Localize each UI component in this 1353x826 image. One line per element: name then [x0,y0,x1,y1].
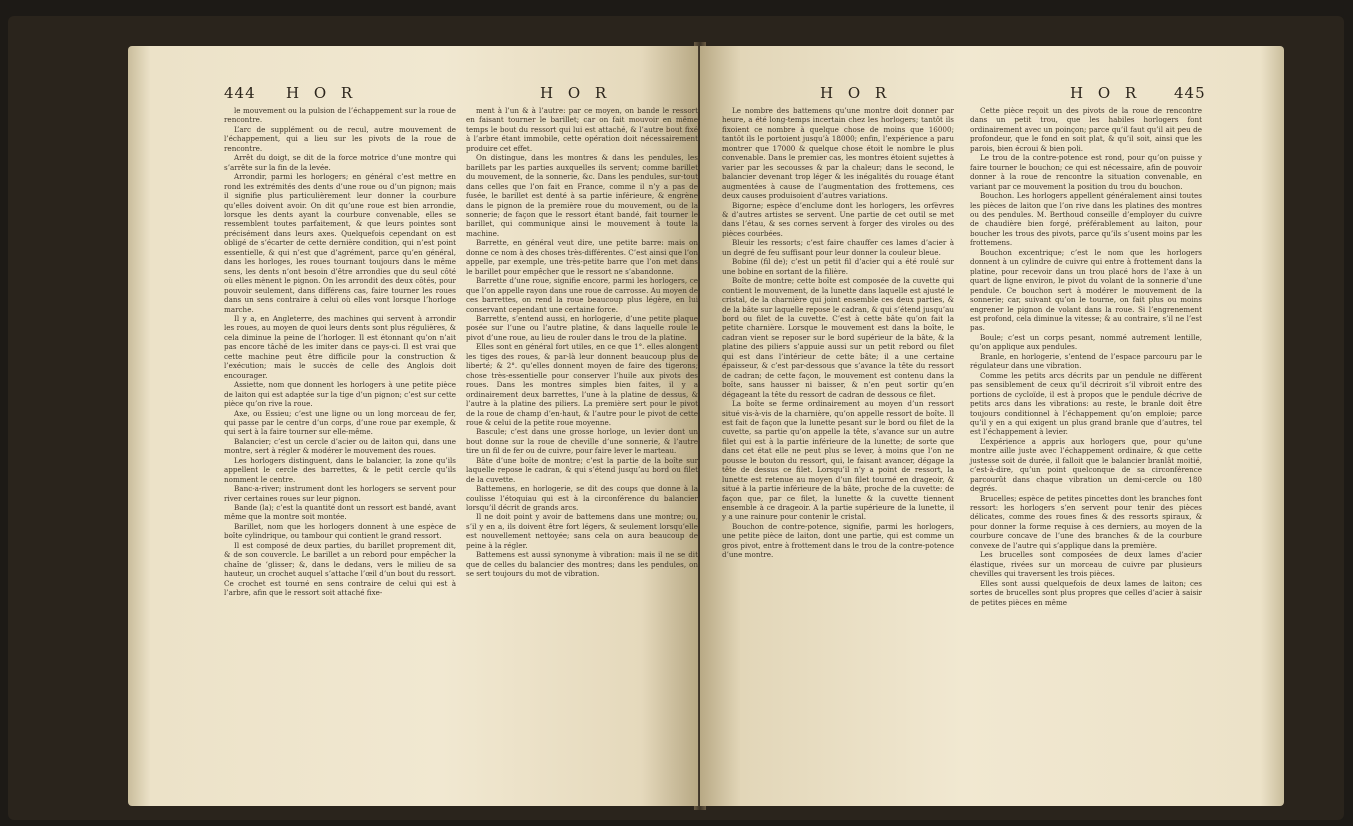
paragraph: Barrette d’une roue, signifie encore, parmi les horlogers, ce que l’on appelle rayon dans une roue de carrosse. Au moyen de ces barrettes, on rend la roue beaucoup plus légère, en lui conservant cependant une certaine force. [466,276,698,314]
paragraph: L’expérience a appris aux horlogers que, pour qu’une montre aille juste avec l’échappement ordinaire, & que cette justesse soit de durée, il falloit que le balancier branlât moitié, c’est-à-dire, qu’un point quelconque de sa circonférence parcourût dans chaque vibration un demi-cercle ou 180 degrés. [970,436,1202,494]
paragraph: ment à l’un & à l’autre: par ce moyen, on bande le ressort en faisant tourner le barillet; car on fait mouvoir en même temps le bout du ressort qui lui est attaché, & l’autre bout fixé à l’arbre étant immobile, cette opération doit nécessairement produire cet effet. [466,106,698,153]
paragraph: Boîte de montre; cette boîte est composée de la cuvette qui contient le mouvement, de la lunette dans laquelle est ajusté le cristal, de la charnière qui joint ensemble ces deux parties, & de la bâte sur laquelle repose le cadran, & qui s’étend jusqu’au bord ou filet de la cuvette. C’est à cette bâte qu’on fait la petite charnière. Lorsque le mouvement est dans la boîte, le cadran vient se reposer sur le bord supérieur de la bâte, & la platine des piliers s’appuie aussi sur un petit rebord ou filet qui est dans l’intérieur de cette bâte; il a une certaine épaisseur, & c’est par-dessous que s’avance la tête du ressort de cadran; de cette façon, le mouvement est contenu dans la boîte, sans hausser ni baisser, & n’en peut sortir qu’en dégageant la tête du ressort de cadran de dessous ce filet. [722,276,954,399]
paragraph: Le nombre des battemens qu’une montre doit donner par heure, a été long-temps incertain chez les horlogers; tantôt ils fixoient ce nombre à quelque chose de moins que 16000; tantôt ils le portoient jusqu’à 18000; enfin, l’expérience a paru montrer que 17000 & quelque chose étoit le nombre le plus convenable. Dans le premier cas, les montres étoient sujettes à varier par les secousses & par la chaleur; dans le second, le balancier devenant trop léger & les inégalités du rouage étant augmentées à cause de l’augmentation des frottemens, ces deux causes produisoient d’autres variations. [722,106,954,201]
left-page-column-1 [224,106,456,598]
paragraph: Assiette, nom que donnent les horlogers à une petite pièce de laiton qui est adaptée sur la tige d’un pignon; c’est sur cette pièce qu’on rive la roue. [224,380,456,409]
paragraph: Bascule; c’est dans une grosse horloge, un levier dont un bout donne sur la roue de cheville d’une sonnerie, & l’autre tire un fil de fer ou de cuivre, pour faire lever le marteau. [466,427,698,456]
paragraph: Il y a, en Angleterre, des machines qui servent à arrondir les roues, au moyen de quoi leurs dents sont plus régulières, & cela diminue la peine de l’horloger. Il est étonnant qu’on n’ait pas encore tâché de les imiter dans ce pays-ci. Il est vrai que cette machine peut être difficile pour la construction & l’exécution; mais le succès de celle des Anglois doit encourager. [224,313,456,380]
paragraph: Les brucelles sont composées de deux lames d’acier élastique, rivées sur un morceau de cuivre par plusieurs chevilles qui traversent les trois pièces. [970,550,1202,579]
left-running-head-2: H O R [540,84,612,102]
paragraph: Bouchon de contre-potence, signifie, parmi les horlogers, une petite pièce de laiton, dont une partie, qui est comme un gros pivot, entre à frottement dans le trou de la contre-potence d’une montre. [722,521,954,560]
paragraph: Cette pièce reçoit un des pivots de la roue de rencontre dans un petit trou, que les habiles horlogers font ordinairement avec un poinçon; parce qu’il faut qu’il ait peu de profondeur, que le fond en soit plat, & qu’il soit, ainsi que les parois, bien écroui & bien poli. [970,106,1202,153]
paragraph: Barrette, s’entend aussi, en horlogerie, d’une petite plaque posée sur l’une ou l’autre platine, & dans laquelle roule le pivot d’une roue, au lieu de rouler dans le trou de la platine. [466,313,698,342]
right-running-head-2: H O R [1070,84,1142,102]
paragraph: Arrêt du doigt, se dit de la force motrice d’une montre qui s’arrête sur la fin de la levée. [224,153,456,172]
paragraph: Brucelles; espèce de petites pincettes dont les branches font ressort: les horlogers s’en servent pour tenir des pièces délicates, comme des roues fines & des ressorts spiraux, & pour donner la forme requise à ces derniers, au moyen de la courbure concave de l’une des branches & de la courbure convexe de l’autre qui s’applique dans la première. [970,493,1202,550]
paragraph: Elles sont aussi quelquefois de deux lames de laiton; ces sortes de brucelles sont plus propres que celles d’acier à saisir de petites pièces en même [970,578,1202,607]
paragraph: Les horlogers distinguent, dans le balancier, la zone qu’ils appellent le cercle des barrettes, & le petit cercle qu’ils nomment le centre. [224,455,456,484]
paragraph: Bouchon. Les horlogers appellent généralement ainsi toutes les pièces de laiton que l’on rive dans les platines des montres ou des pendules. M. Berthoud conseille d’employer du cuivre de chaudière bien forgé, préférablement au laiton, pour boucher les trous des pivots, parce qu’ils s’usent moins par les frottemens. [970,191,1202,248]
paragraph: Bouchon excentrique; c’est le nom que les horlogers donnent à un cylindre de cuivre qui entre à frottement dans la platine, pour recevoir dans un trou placé hors de l’axe à un quart de ligne environ, le pivot du volant de la sonnerie d’une pendule. Ce bouchon sert à modérer le mouvement de la sonnerie; car, suivant qu’on le tourne, on fait plus ou moins engrener le pignon de volant dans la roue. Si l’engrenement est profond, cela diminue la vitesse; & au contraire, s’il ne l’est pas. [970,247,1202,333]
paragraph: Bâte d’une boîte de montre; c’est la partie de la boîte sur laquelle repose le cadran, & qui s’étend jusqu’au bord ou filet de la cuvette. [466,455,698,484]
left-running-head-1: H O R [286,84,358,102]
paragraph: Il est composé de deux parties, du barillet proprement dit, & de son couvercle. Le barillet a un rebord pour empêcher la chaîne de ’glisser; &, dans le dedans, vers le milieu de sa hauteur, un crochet auquel s’attache l’œil d’un bout du ressort. Ce crochet est tourné en sens contraire de celui qui est à l’arbre, afin que le ressort soit attaché fixe- [224,540,456,598]
paragraph: On distingue, dans les montres & dans les pendules, les barillets par les parties auxquelles ils servent; comme barillet du mouvement, de la sonnerie, &c. Dans les pendules, sur-tout dans celles que l’on fait en France, comme il n’y a pas de fusée, le barillet est denté à sa partie inférieure, & engrène dans le pignon de la première roue du mouvement, ou de la sonnerie; de façon que le ressort étant bandé, fait tourner le barillet, qui communique ainsi le mouvement à toute la machine. [466,153,698,238]
left-page-header [224,84,684,104]
paragraph: Boule; c’est un corps pesant, nommé autrement lentille, qu’on applique aux pendules. [970,332,1202,352]
paragraph: Il ne doit point y avoir de battemens dans une montre; ou, s’il y en a, ils doivent être fort légers, & seulement lorsqu’elle est nouvellement nettoyée; sans cela on aura beaucoup de peine à la régler. [466,512,698,550]
paragraph: Branle, en horlogerie, s’entend de l’espace parcouru par le régulateur dans une vibration. [970,351,1202,371]
paragraph: Comme les petits arcs décrits par un pendule ne diffèrent pas sensiblement de ceux qu’il décriroit s’il vibroit entre des portions de cycloïde, il est à propos que le pendule décrive de petits arcs dans les vibrations: au reste, le branle doit être toujours conditionnel à l’échappement qu’on emploie; parce qu’il y en a qui exigent un plus grand branle que d’autres, tel est l’échappement à levier. [970,370,1202,437]
paragraph: Elles sont en général fort utiles, en ce que 1°. elles alongent les tiges des roues, & par-là leur donnent beaucoup plus de liberté; & 2°. qu’elles donnent moyen de faire des tigerons; chose très-essentielle pour conserver l’huile aux pivots des roues. Dans les montres simples bien faites, il y a ordinairement deux barrettes, l’une à la platine de dessus, & l’autre à la platine des piliers. La première sert pour le pivot de la roue de champ d’en-haut, & l’autre pour le pivot de cette roue & celui de la petite roue moyenne. [466,342,698,427]
paragraph: Barillet, nom que les horlogers donnent à une espèce de boîte cylindrique, ou tambour qui contient le grand ressort. [224,521,456,541]
right-page-number: 445 [1174,84,1206,102]
paragraph: Le trou de la contre-potence est rond, pour qu’on puisse y faire tourner le bouchon; ce qui est nécessaire, afin de pouvoir donner à la roue de rencontre la situation convenable, en variant par ce mouvement la position du trou du bouchon. [970,153,1202,191]
paragraph: Bigorne; espèce d’enclume dont les horlogers, les orfèvres & d’autres artistes se servent. Une partie de cet outil se met dans l’étau, & ses cornes servent à forger des viroles ou des pièces courbées. [722,200,954,238]
right-running-head-1: H O R [820,84,892,102]
paragraph: Bobine (fil de); c’est un petit fil d’acier qui a été roulé sur une bobine en sortant de la filière. [722,257,954,276]
paragraph: Bande (la); c’est la quantité dont un ressort est bandé, avant même que la montre soit montée. [224,503,456,522]
paragraph: Barrette, en général veut dire, une petite barre: mais on donne ce nom à des choses très-différentes. C’est ainsi que l’on appelle, par exemple, une très-petite barre que l’on met dans le barillet pour empêcher que le ressort ne s’abandonne. [466,238,698,276]
left-page [128,46,698,806]
left-page-column-2 [466,106,698,579]
paragraph: Balancier; c’est un cercle d’acier ou de laiton qui, dans une montre, sert à régler & modérer le mouvement des roues. [224,436,456,456]
right-page [700,46,1284,806]
book-spread [8,16,1344,820]
paragraph: le mouvement ou la pulsion de l’échappement sur la roue de rencontre. [224,106,456,125]
right-page-column-1 [722,106,954,560]
paragraph: Battemens, en horlogerie, se dit des coups que donne à la coulisse l’étoquiau qui est à la circonférence du balancier lorsqu’il décrit de grands arcs. [466,484,698,513]
paragraph: Bleuir les ressorts; c’est faire chauffer ces lames d’acier à un degré de feu suffisant pour leur donner la couleur bleue. [722,238,954,257]
paragraph: Banc-a-river; instrument dont les horlogers se servent pour river certaines roues sur leur pignon. [224,484,456,503]
paragraph: Battemens est aussi synonyme à vibration: mais il ne se dit que de celles du balancier des montres; dans les pendules, on se sert toujours du mot de vibration. [466,550,698,579]
paragraph: L’arc de supplément ou de recul, autre mouvement de l’échappement, qui a lieu sur les pivots de la roue de rencontre. [224,124,456,153]
right-page-column-2 [970,106,1202,607]
paragraph: La boîte se ferme ordinairement au moyen d’un ressort situé vis-à-vis de la charnière, qu’on appelle ressort de boîte. Il est fait de façon que la lunette pesant sur le bord ou filet de la cuvette, sa partie qu’on appelle la tête, s’avance sur un autre filet qui est à la partie inférieure de la lunette; de sorte que dans cet état elle ne peut plus se lever, à moins que l’on ne pousse le bouton du ressort, qui, le faisant avancer, dégage la tête de dessus ce filet. Lorsqu’il n’y a point de ressort, la lunette est retenue au moyen d’un filet tourné en drageoir, & situé à la partie inférieure de la bâte, proche de la cuvette: de façon que, par ce filet, la lunette & la cuvette tiennent ensemble à ce drageoir. A la partie supérieure de la lunette, il y a une rainure pour contenir le cristal. [722,399,954,522]
right-page-header [720,84,1270,104]
paragraph: Arrondir, parmi les horlogers; en général c’est mettre en rond les extrémités des dents d’une roue ou d’un pignon; mais il signifie plus particulièrement leur donner la courbure qu’elles doivent avoir. On dit qu’une roue est bien arrondie, lorsque les dents ayant la courbure convenable, elles se ressemblent toutes parfaitement, & que leurs pointes sont précisément dans leurs axes. Quelquefois cependant on est obligé de s’écarter de cette dernière condition, qui n’est point essentielle, & qui n’est que d’agrément, parce qu’en général, dans les horloges, les roues tournant toujours dans le même sens, les dents n’ont besoin d’être arrondies que du seul côté où elles mènent le pignon. On les arrondit des deux côtés, pour pouvoir seulement, dans différens cas, faire tourner les roues dans un sens contraire à celui où elles vont lorsque l’horloge marche. [224,172,456,314]
left-page-number: 444 [224,84,256,102]
paragraph: Axe, ou Essieu; c’est une ligne ou un long morceau de fer, qui passe par le centre d’un corps, d’une roue par exemple, & qui sert à la faire tourner sur elle-même. [224,408,456,437]
